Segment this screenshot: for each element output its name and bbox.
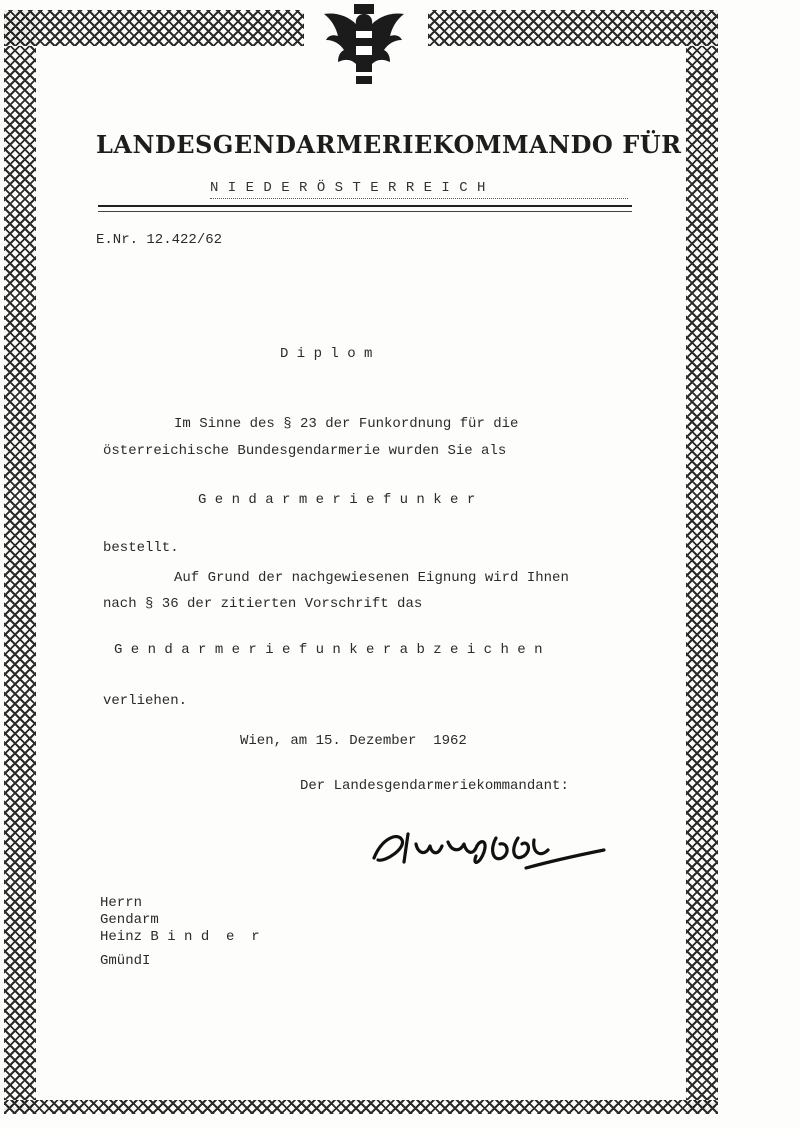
handwritten-signature (368, 818, 608, 878)
laurel-border-left (4, 10, 36, 1110)
laurel-border-top-right (428, 10, 718, 46)
signatory-title: Der Landesgendarmeriekommandant: (300, 778, 569, 794)
place-date: Wien, am 15. Dezember 1962 (240, 733, 467, 749)
body-line-3: Auf Grund der nachgewiesenen Eignung wird Ihnen (174, 570, 569, 586)
recipient-rank: Gendarm (100, 912, 159, 928)
recipient-salutation: Herrn (100, 895, 143, 911)
authority-heading: LANDESGENDARMERIEKOMMANDO FÜR (96, 130, 682, 159)
body-line-4: nach § 36 der zitierten Vorschrift das (103, 596, 423, 612)
awarded-badge: G e n d a r m e r i e f u n k e r a b z e i c h e n (114, 642, 543, 658)
appointed-role: G e n d a r m e r i e f u n k e r (198, 492, 476, 508)
body-verliehen: verliehen. (103, 693, 188, 709)
laurel-border-right (686, 10, 718, 1110)
recipient-name: Heinz B i n d e r (100, 929, 260, 945)
body-line-1: Im Sinne des § 23 der Funkordnung für die (174, 416, 519, 432)
body-line-2: österreichische Bundesgendarmerie wurden Sie als (103, 443, 507, 459)
recipient-location: GmündI (100, 953, 151, 969)
document-title: D i p l o m (280, 346, 373, 362)
header-rule-thick (98, 205, 632, 207)
region-subheading: N I E D E R Ö S T E R R E I C H (210, 180, 486, 196)
body-bestellt: bestellt. (103, 540, 179, 556)
laurel-border-bottom (4, 1100, 718, 1114)
laurel-border-top-left (4, 10, 304, 46)
dotted-underline (210, 198, 628, 199)
austrian-eagle-emblem-icon (318, 0, 410, 92)
header-rule-thin (98, 211, 632, 212)
reference-number: E.Nr. 12.422/62 (96, 232, 223, 248)
